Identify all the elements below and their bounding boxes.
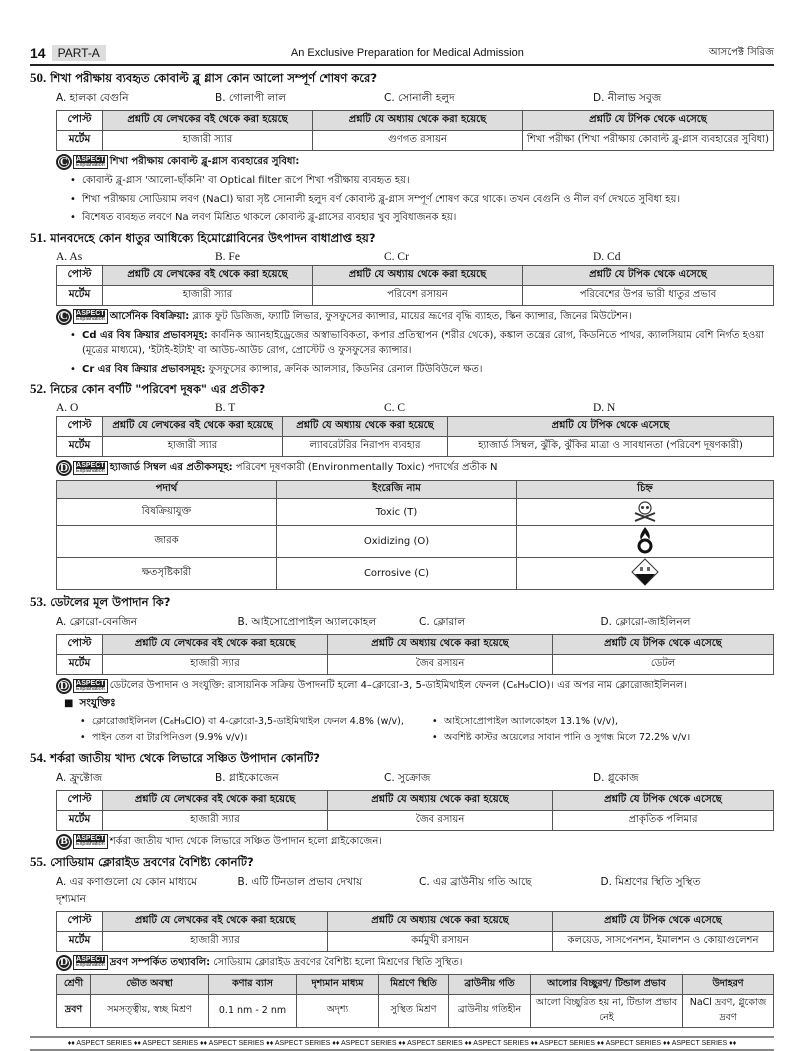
option-a: A. O bbox=[56, 402, 207, 414]
pm-label-top: পোস্ট bbox=[57, 911, 103, 931]
sol-header: ব্রাউনীয় গতি bbox=[449, 974, 531, 994]
question-number: 51. bbox=[30, 230, 46, 245]
options bbox=[56, 402, 774, 414]
pm-label-bottom: মর্টেম bbox=[57, 655, 103, 675]
bullet: • কোবাল্ট ব্লু-গ্লাস 'আলো-ছাঁকনি' বা Optical filter রূপে শিখা পরীক্ষায় ব্যবহৃত হয়। bbox=[70, 173, 774, 189]
option-d: D. N bbox=[593, 402, 774, 414]
hazard-header-substance: পদার্থ bbox=[57, 481, 277, 499]
badge-top: ASPECT bbox=[76, 956, 105, 963]
header-left bbox=[30, 45, 106, 61]
pm-header-topic: প্রশ্নটি যে টপিক থেকে এসেছে bbox=[523, 265, 774, 285]
explanation bbox=[56, 154, 774, 170]
badge-bottom: Explanation bbox=[76, 163, 105, 169]
pm-label-bottom: মর্টেম bbox=[57, 437, 103, 457]
explanation-bullets bbox=[70, 173, 774, 226]
option-b: B. T bbox=[215, 402, 376, 414]
answer-badge bbox=[56, 154, 108, 170]
explanation-title: আর্সেনিক বিষক্রিয়া: bbox=[110, 311, 190, 322]
hazard-substance: জারক bbox=[57, 526, 277, 558]
pm-header-chapter: প্রশ্নটি যে অধ্যায় থেকে করা হয়েছে bbox=[313, 111, 523, 131]
hazard-table bbox=[56, 480, 774, 590]
pm-author: হাজারী স্যার bbox=[103, 437, 283, 457]
options bbox=[56, 771, 774, 788]
postmortem-table bbox=[56, 265, 774, 306]
explanation-text: শর্করা জাতীয় খাদ্য থেকে লিভারে সঞ্চিত উপাদান হলো গ্লাইকোজেন। bbox=[110, 834, 774, 849]
corrosive-icon bbox=[631, 558, 659, 586]
question-text: শিখা পরীক্ষায় ব্যবহৃত কোবাল্ট ব্লু গ্লাস কোন আলো সম্পূর্ণ শোষণ করে? bbox=[50, 71, 377, 85]
hazard-header-english: ইংরেজি নাম bbox=[277, 481, 517, 499]
pm-author: হাজারী স্যার bbox=[103, 131, 313, 151]
sol-cell: আলো বিচ্ছুরিত হয় না, টিন্ডাল প্রভাব নেই bbox=[531, 994, 683, 1027]
pm-header-topic: প্রশ্নটি যে টপিক থেকে এসেছে bbox=[553, 790, 774, 810]
pm-header-topic: প্রশ্নটি যে টপিক থেকে এসেছে bbox=[523, 111, 774, 131]
badge-bottom: Explanation bbox=[76, 317, 105, 323]
pm-label-top: পোস্ট bbox=[57, 635, 103, 655]
pm-topic: শিখা পরীক্ষা (শিখা পরীক্ষায় কোবাল্ট ব্লু-গ্লাস ব্যবহারের সুবিধা) bbox=[523, 131, 774, 151]
explanation bbox=[56, 834, 774, 850]
sol-cell: অদৃশ্য bbox=[297, 994, 379, 1027]
pm-label-top: পোস্ট bbox=[57, 417, 103, 437]
options bbox=[56, 251, 774, 263]
explanation-bullets bbox=[70, 328, 774, 378]
pm-label-bottom: মর্টেম bbox=[57, 931, 103, 951]
pm-header-author: প্রশ্নটি যে লেখকের বই থেকে করা হয়েছে bbox=[103, 417, 283, 437]
option-c: C. এর ব্রাউনীয় গতি আছে bbox=[419, 875, 593, 909]
pm-label-top: পোস্ট bbox=[57, 265, 103, 285]
bullet bbox=[70, 362, 774, 378]
pm-label-bottom: মর্টেম bbox=[57, 810, 103, 830]
option-d: D. গ্লুকোজ bbox=[593, 771, 774, 788]
explanation-title: দ্রবণ সম্পর্কিত তথ্যাবলি: bbox=[110, 957, 210, 968]
bullet-heading: Cr এর বিষ ক্রিয়ার প্রভাবসমূহ: bbox=[82, 364, 206, 375]
answer-badge bbox=[56, 955, 108, 971]
hazard-substance: বিষক্রিয়াযুক্ত bbox=[57, 499, 277, 526]
answer-letter: D bbox=[56, 460, 72, 476]
pm-chapter: জৈব রসায়ন bbox=[328, 655, 553, 675]
badge-top: ASPECT bbox=[76, 462, 105, 469]
pm-header-chapter: প্রশ্নটি যে অধ্যায় থেকে করা হয়েছে bbox=[328, 911, 553, 931]
pm-header-topic: প্রশ্নটি যে টপিক থেকে এসেছে bbox=[448, 417, 774, 437]
postmortem-table bbox=[56, 634, 774, 675]
postmortem-table bbox=[56, 911, 774, 952]
pm-chapter: পরিবেশ রসায়ন bbox=[313, 285, 523, 305]
hazard-row bbox=[57, 558, 774, 590]
bullet bbox=[70, 328, 774, 359]
badge-bottom: Explanation bbox=[76, 842, 105, 848]
sol-cell: সমসত্ত্বীয়, স্বচ্ছ মিশ্রণ bbox=[91, 994, 209, 1027]
explanation bbox=[56, 955, 774, 971]
hazard-row bbox=[57, 499, 774, 526]
sol-cell: 0.1 nm - 2 nm bbox=[209, 994, 297, 1027]
option-c: C. সোনালী হলুদ bbox=[384, 91, 585, 108]
question-55 bbox=[30, 854, 774, 1028]
hazard-english: Oxidizing (O) bbox=[277, 526, 517, 558]
pm-header-author: প্রশ্নটি যে লেখকের বই থেকে করা হয়েছে bbox=[103, 635, 328, 655]
explanation bbox=[56, 309, 774, 325]
composition-item: • আইসোপ্রোপাইল অ্যালকোহল 13.1% (v/v), bbox=[432, 715, 774, 729]
sol-header: দৃশ্যমান মাধ্যম bbox=[297, 974, 379, 994]
option-c: C. সুক্রোজ bbox=[384, 771, 585, 788]
option-a: A. ফ্রুক্টোজ bbox=[56, 771, 207, 788]
answer-letter: C bbox=[56, 154, 72, 170]
page-number: 14 bbox=[30, 45, 46, 61]
option-d: D. মিশ্রণের স্থিতি সুস্থিত bbox=[601, 875, 775, 909]
skull-crossbones-icon bbox=[632, 500, 658, 522]
composition-heading: ■ সংযুক্তিঃ bbox=[64, 696, 774, 713]
page-footer: ♦♦ ASPECT SERIES ♦♦ ASPECT SERIES ♦♦ ASPECT SERIES ♦♦ ASPECT SERIES ♦♦ ASPECT SERIES ♦♦ ASPECT SERIES ♦♦ ASPECT SERIES ♦♦ ASPECT SERIES ♦♦ ASPECT SERIES ♦♦ ASPECT SERIES ♦♦ bbox=[30, 1036, 774, 1051]
explanation bbox=[56, 460, 774, 476]
question-number: 52. bbox=[30, 381, 46, 396]
sol-cell: ব্রাউনীয় গতিহীন bbox=[449, 994, 531, 1027]
badge-bottom: Explanation bbox=[76, 963, 105, 969]
hazard-header-symbol: চিহ্ন bbox=[517, 481, 774, 499]
option-d: D. নীলাভ সবুজ bbox=[593, 91, 774, 108]
sol-row bbox=[57, 994, 774, 1027]
option-d: D. Cd bbox=[593, 251, 774, 263]
pm-label-bottom: মর্টেম bbox=[57, 285, 103, 305]
pm-header-author: প্রশ্নটি যে লেখকের বই থেকে করা হয়েছে bbox=[103, 111, 313, 131]
pm-header-chapter: প্রশ্নটি যে অধ্যায় থেকে করা হয়েছে bbox=[283, 417, 448, 437]
solution-table bbox=[56, 974, 774, 1028]
page bbox=[30, 0, 774, 1028]
options bbox=[56, 875, 774, 909]
question-number: 54. bbox=[30, 750, 46, 765]
composition-item: • অবশিষ্ট কাস্টর অয়েলের সাবান পানি ও সুগন্ধ মিলে 72.2% v/v। bbox=[432, 731, 774, 745]
option-c: C. C bbox=[384, 402, 585, 414]
bullet: • বিশেষত ব্যবহৃত লবণে Na লবণ মিশ্রিত থাকলে কোবাল্ট ব্লু-গ্লাসের ব্যবহার খুব সুবিধাজনক হয়। bbox=[70, 210, 774, 226]
sol-header: মিশ্রণে স্থিতি bbox=[379, 974, 449, 994]
pm-label-top: পোস্ট bbox=[57, 790, 103, 810]
question-text: ডেটলের মূল উপাদান কি? bbox=[50, 595, 170, 609]
options bbox=[56, 615, 774, 632]
composition-list bbox=[80, 713, 774, 746]
pm-label-top: পোস্ট bbox=[57, 111, 103, 131]
option-b: B. আইসোপ্রোপাইল অ্যালকোহল bbox=[238, 615, 412, 632]
pm-header-author: প্রশ্নটি যে লেখকের বই থেকে করা হয়েছে bbox=[103, 790, 328, 810]
explanation-title: শিখা পরীক্ষায় কোবাল্ট ব্লু-গ্লাস ব্যবহারের সুবিধা: bbox=[110, 156, 300, 167]
question-text: শর্করা জাতীয় খাদ্য থেকে লিভারে সঞ্চিত উপাদান কোনটি? bbox=[50, 751, 320, 765]
answer-letter: D bbox=[56, 678, 72, 694]
answer-letter: D bbox=[56, 955, 72, 971]
question-number: 53. bbox=[30, 594, 46, 609]
pm-header-author: প্রশ্নটি যে লেখকের বই থেকে করা হয়েছে bbox=[103, 265, 313, 285]
badge-bottom: Explanation bbox=[76, 687, 105, 693]
sol-header: আলোর বিচ্ছুরণ/ টিন্ডাল প্রভাব bbox=[531, 974, 683, 994]
answer-badge bbox=[56, 834, 108, 850]
pm-chapter: জৈব রসায়ন bbox=[328, 810, 553, 830]
pm-author: হাজারী স্যার bbox=[103, 931, 328, 951]
pm-topic: পরিবেশের উপর ভারী ধাতুর প্রভাব bbox=[523, 285, 774, 305]
flame-over-circle-icon bbox=[636, 526, 654, 554]
answer-badge bbox=[56, 460, 108, 476]
pm-author: হাজারী স্যার bbox=[103, 810, 328, 830]
pm-chapter: কর্মমুখী রসায়ন bbox=[328, 931, 553, 951]
option-d: D. ক্লোরো-জাইলিনল bbox=[601, 615, 775, 632]
pm-header-author: প্রশ্নটি যে লেখকের বই থেকে করা হয়েছে bbox=[103, 911, 328, 931]
question-text: নিচের কোন বর্ণটি "পরিবেশ দূষক" এর প্রতীক? bbox=[50, 382, 265, 396]
pm-topic: ডেটল bbox=[553, 655, 774, 675]
pm-topic: প্রাকৃতিক পলিমার bbox=[553, 810, 774, 830]
part-label: PART-A bbox=[52, 45, 106, 61]
explanation-text: ডেটলের উপাদান ও সংযুক্তি: রাসায়নিক সক্রিয় উপাদনটি হলো 4–ক্লোরো-3, 5-ডাইমিথাইল ফেনল (C₆H₉ClO)। এর অপর নাম ক্লোরোজাইলিনল। bbox=[110, 678, 774, 693]
composition-item: • পাইন তেল বা টারপিনিওল (9.9% v/v)। bbox=[80, 731, 422, 745]
explanation bbox=[56, 678, 774, 694]
bullet-text: ফুসফুসের ক্যান্সার, ক্রনিক আলসার, কিডনির রেনাল টিউবিউলে ক্ষত। bbox=[209, 364, 483, 375]
sol-header: ভৌত অবস্থা bbox=[91, 974, 209, 994]
option-a: A. ক্লোরো-বেনজিন bbox=[56, 615, 230, 632]
question-50 bbox=[30, 70, 774, 226]
options bbox=[56, 91, 774, 108]
composition-item: • ক্লোরোজাইলিনল (C₆H₉ClO) বা 4-ক্লোরো-3,5-ডাইমিথাইল ফেনল 4.8% (w/v), bbox=[80, 715, 422, 729]
badge-top: ASPECT bbox=[76, 680, 105, 687]
pm-topic: হ্যাজার্ড সিম্বল, ঝুঁকি, ঝুঁকির মাত্রা ও সাবধানতা (পরিবেশ দূষণকারী) bbox=[448, 437, 774, 457]
explanation-text: সোডিয়াম ক্লোরাইড দ্রবণের বৈশিষ্ট্য হলো মিশ্রণের স্থিতি সুস্থিত। bbox=[213, 957, 462, 968]
answer-letter: B bbox=[56, 834, 72, 850]
question-51 bbox=[30, 230, 774, 378]
option-b: B. Fe bbox=[215, 251, 376, 263]
postmortem-table bbox=[56, 416, 774, 457]
pm-header-chapter: প্রশ্নটি যে অধ্যায় থেকে করা হয়েছে bbox=[313, 265, 523, 285]
option-a: A. As bbox=[56, 251, 207, 263]
explanation-text: ব্ল্যাক ফুট ডিজিজ, ফ্যাটি লিভার, ফুসফুসের ক্যান্সার, মায়ের ভ্রূণের বৃদ্ধি ব্যাহত, স্কিন ক্যান্সার, জিনের মিউটেশন। bbox=[193, 311, 632, 322]
hazard-row bbox=[57, 526, 774, 558]
pm-chapter: ল্যাবরেটরির নিরাপদ ব্যবহার bbox=[283, 437, 448, 457]
header-title: An Exclusive Preparation for Medical Admission bbox=[116, 47, 699, 59]
badge-top: ASPECT bbox=[76, 156, 105, 163]
badge-top: ASPECT bbox=[76, 310, 105, 317]
option-b: B. এটি টিনডাল প্রভাব দেখায় bbox=[238, 875, 412, 909]
page-header bbox=[30, 44, 774, 66]
sol-cell: সুস্থিত মিশ্রণ bbox=[379, 994, 449, 1027]
pm-header-chapter: প্রশ্নটি যে অধ্যায় থেকে করা হয়েছে bbox=[328, 635, 553, 655]
question-text: সোডিয়াম ক্লোরাইড দ্রবণের বৈশিষ্ট্য কোনটি? bbox=[50, 855, 253, 869]
bullet-heading: Cd এর বিষ ক্রিয়ার প্রভাবসমূহ: bbox=[82, 330, 208, 341]
question-number: 55. bbox=[30, 854, 46, 869]
option-c: C. ক্লোরাল bbox=[419, 615, 593, 632]
answer-letter: C bbox=[56, 309, 72, 325]
option-a: A. এর কণাগুলো যে কোন মাধ্যমে দৃশ্যমান bbox=[56, 875, 230, 909]
sol-header: শ্রেণী bbox=[57, 974, 91, 994]
bullet: • শিখা পরীক্ষায় সোডিয়াম লবণ (NaCl) দ্বারা সৃষ্ট সোনালী হলুদ বর্ণ কোবাল্ট ব্লু-গ্লাস সম্পূর্ণ শোষণ করে থাকে। তখন বেগুনি ও নীল বর্ণ দেখতে সুবিধা হয়। bbox=[70, 192, 774, 208]
option-b: B. গোলাপী লাল bbox=[215, 91, 376, 108]
postmortem-table bbox=[56, 790, 774, 831]
question-52 bbox=[30, 381, 774, 590]
badge-bottom: Explanation bbox=[76, 469, 105, 475]
pm-header-topic: প্রশ্নটি যে টপিক থেকে এসেছে bbox=[553, 635, 774, 655]
sol-cell: দ্রবণ bbox=[57, 994, 91, 1027]
pm-header-topic: প্রশ্নটি যে টপিক থেকে এসেছে bbox=[553, 911, 774, 931]
pm-chapter: গুণগত রসায়ন bbox=[313, 131, 523, 151]
pm-topic: কলয়েড, সাসপেনশন, ইমালশন ও কোয়াগুলেশন bbox=[553, 931, 774, 951]
bullet-text: কার্বনিক অ্যানহাইড্রেজের অস্বাভাবিকতা, কপার প্রতিস্থাপন (শরীর থেকে), কঙ্কাল তন্ত্রের রোগ, কিডনিতে পাথর, ক্যালসিয়াম বেশি নির্গত হওয়া (মূত্রের মাধ্যমে), 'ইটাই-ইটাই' বা আউচ-আউচ রোগ, প্রোস্টেট ও ফুসফুসের ক্যান্সার। bbox=[82, 330, 764, 357]
question-53 bbox=[30, 594, 774, 746]
pm-label-bottom: মর্টেম bbox=[57, 131, 103, 151]
question-text: মানবদেহে কোন ধাতুর আধিক্যে হিমোগ্লোবিনের উৎপাদন বাধাপ্রাপ্ত হয়? bbox=[50, 231, 375, 245]
answer-badge bbox=[56, 678, 108, 694]
pm-author: হাজারী স্যার bbox=[103, 285, 313, 305]
option-a: A. হালকা বেগুনি bbox=[56, 91, 207, 108]
sol-header: উদাহরণ bbox=[683, 974, 774, 994]
explanation-title: হ্যাজার্ড সিম্বল এর প্রতীকসমূহ: bbox=[110, 462, 233, 473]
postmortem-table bbox=[56, 110, 774, 151]
hazard-english: Toxic (T) bbox=[277, 499, 517, 526]
hazard-english: Corrosive (C) bbox=[277, 558, 517, 590]
pm-author: হাজারী স্যার bbox=[103, 655, 328, 675]
hazard-substance: ক্ষতসৃষ্টিকারী bbox=[57, 558, 277, 590]
option-c: C. Cr bbox=[384, 251, 585, 263]
question-number: 50. bbox=[30, 70, 46, 85]
sol-cell: NaCl দ্রবণ, গ্লুকোজ দ্রবণ bbox=[683, 994, 774, 1027]
series-name: আসপেক্ট সিরিজ bbox=[709, 45, 774, 62]
pm-header-chapter: প্রশ্নটি যে অধ্যায় থেকে করা হয়েছে bbox=[328, 790, 553, 810]
explanation-text: পরিবেশ দূষণকারী (Environmentally Toxic) পদার্থের প্রতীক N bbox=[236, 462, 498, 473]
option-b: B. গ্লাইকোজেন bbox=[215, 771, 376, 788]
badge-top: ASPECT bbox=[76, 835, 105, 842]
sol-header: কণার ব্যাস bbox=[209, 974, 297, 994]
answer-badge bbox=[56, 309, 108, 325]
question-54 bbox=[30, 750, 774, 850]
